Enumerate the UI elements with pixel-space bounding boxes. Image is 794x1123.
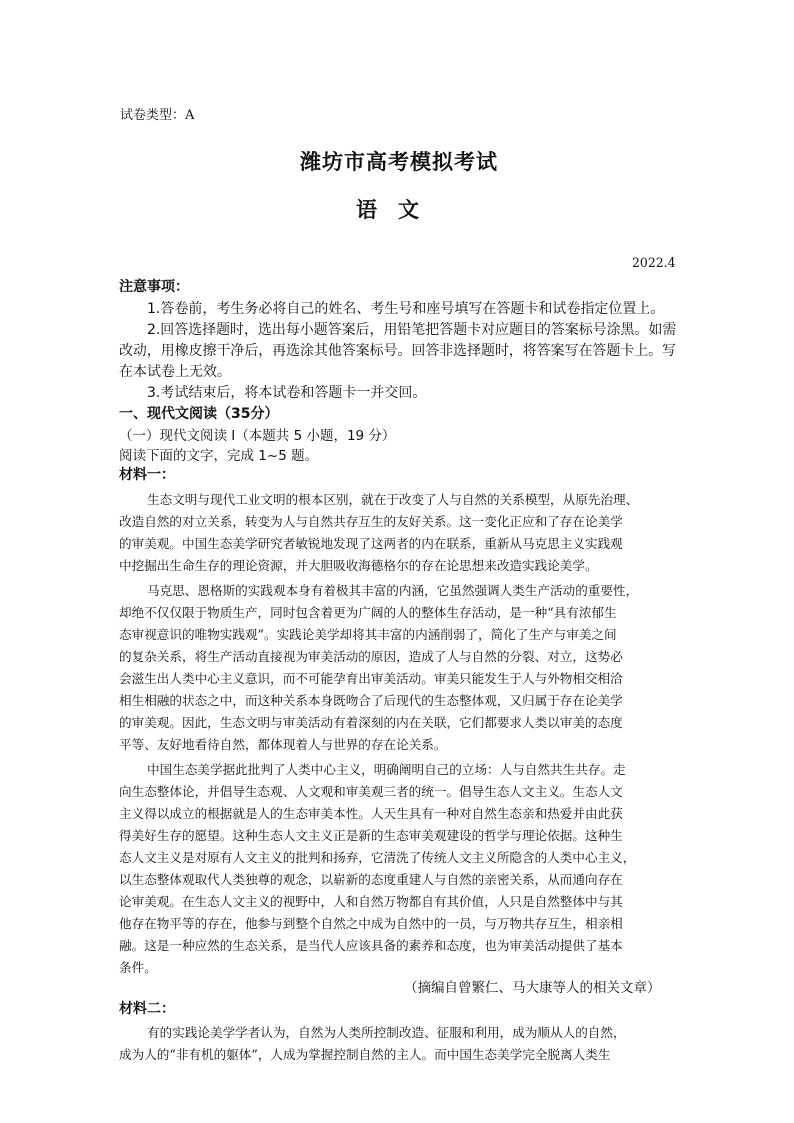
body-line: 向生态整体论，并倡导生态观、人文观和审美观三者的统一。倡导生态人文主义。生态人文 <box>119 784 623 799</box>
section-heading: 一、现代文阅读（35分） <box>119 406 279 422</box>
body-line: 生态文明与现代工业文明的根本区别，就在于改变了人与自然的关系模型，从原先治理、 <box>147 492 639 507</box>
body-line: 条件。 <box>119 960 157 975</box>
reading-prompt: 阅读下面的文字，完成 1~5 题。 <box>119 448 319 464</box>
source-attribution: （摘编自曾繁仁、马大康等人的相关文章） <box>404 980 661 996</box>
instruction-line: 1.答卷前，考生务必将自己的姓名、考生号和座号填写在答题卡和试卷指定位置上。 <box>147 301 665 317</box>
instruction-line: 在本试卷上无效。 <box>119 364 231 380</box>
body-line: 的审美观。因此，生态文明与审美活动有着深刻的内在关联，它们都要求人类以审美的态度 <box>119 715 623 730</box>
body-line: 主义得以成立的根据就是人的生态审美本性。人天生具有一种对自然生态亲和热爱并由此获 <box>119 806 623 821</box>
body-line: 相生相融的状态之中，而这种关系本身既吻合了后现代的生态整体观，又归属于存在论美学 <box>119 693 623 708</box>
body-line: 融。这是一种应然的生态关系，是当代人应该具备的素养和态度，也为审美活动提供了基本 <box>119 938 623 953</box>
body-line: 中挖掘出生命生存的理论资源，并大胆吸收海德格尔的存在论思想来改造实践论美学。 <box>119 558 598 573</box>
material-label: 材料一： <box>119 467 175 483</box>
body-line: 成为人的“非有机的躯体”，人成为掌握控制自然的主人。而中国生态美学完全脱离人类生 <box>119 1047 611 1062</box>
body-line: 会滋生出人类中心主义意识，而不可能孕育出审美活动。审美只能发生于人与外物相交相洽 <box>119 671 623 686</box>
instructions-heading: 注意事项： <box>119 279 189 295</box>
body-line: 马克思、恩格斯的实践观本身有着极其丰富的内涵，它虽然强调人类生产活动的重要性， <box>147 583 639 598</box>
body-line: 却绝不仅仅限于物质生产，同时包含着更为广阔的人的整体生存活动，是一种“具有浓郁生 <box>119 605 617 620</box>
body-line: 态审视意识的唯物实践观”。实践论美学却将其丰富的内涵削弱了，简化了生产与审美之间 <box>119 627 617 642</box>
instruction-line: 2.回答选择题时，选出每小题答案后，用铅笔把答题卡对应题目的答案标号涂黑。如需 <box>147 322 677 338</box>
paper-type: 试卷类型：A <box>120 108 195 123</box>
body-line: 的审美观。中国生态美学研究者敏锐地发现了这两者的内在联系，重新从马克思主义实践观 <box>119 536 623 551</box>
body-line: 中国生态美学据此批判了人类中心主义，明确阐明自己的立场：人与自然共生共存。走 <box>147 762 626 777</box>
exam-date: 2022.4 <box>632 256 676 271</box>
subject-title: 语 文 <box>356 197 419 222</box>
body-line: 平等、友好地看待自然，都体现着人与世界的存在论关系。 <box>119 737 447 752</box>
subsection-heading: （一）现代文阅读 I（本题共 5 小题，19 分） <box>119 428 396 444</box>
body-line: 以生态整体观取代人类独尊的观念，以崭新的态度重建人与自然的亲密关系，从而通向存在 <box>119 872 623 887</box>
body-line: 有的实践论美学学者认为，自然为人类所控制改造、征服和利用，成为顺从人的自然， <box>147 1025 626 1040</box>
body-line: 论审美观。在生态人文主义的视野中，人和自然万物都自有其价值，人只是自然整体中与其 <box>119 894 623 909</box>
instruction-line: 3.考试结束后，将本试卷和答题卡一并交回。 <box>147 385 427 401</box>
body-line: 他存在物平等的存在，他参与到整个自然之中成为自然中的一员，与万物共存互生，相亲相 <box>119 916 623 931</box>
material-label: 材料二： <box>119 1001 175 1017</box>
body-line: 的复杂关系，将生产活动直接视为审美活动的原因，造成了人与自然的分裂、对立，这势必 <box>119 649 623 664</box>
exam-title: 潍坊市高考模拟考试 <box>300 149 498 174</box>
body-line: 得美好生存的愿望。这种生态人文主义正是新的生态审美观建设的哲学与理论依据。这种生 <box>119 828 623 843</box>
instruction-line: 改动，用橡皮擦干净后，再选涂其他答案标号。回答非选择题时，将答案写在答题卡上。写 <box>119 343 676 359</box>
body-line: 改造自然的对立关系，转变为人与自然共存互生的友好关系。这一变化正应和了存在论美学 <box>119 514 623 529</box>
body-line: 态人文主义是对原有人文主义的批判和扬弃，它清洗了传统人文主义所隐含的人类中心主义， <box>119 850 636 865</box>
